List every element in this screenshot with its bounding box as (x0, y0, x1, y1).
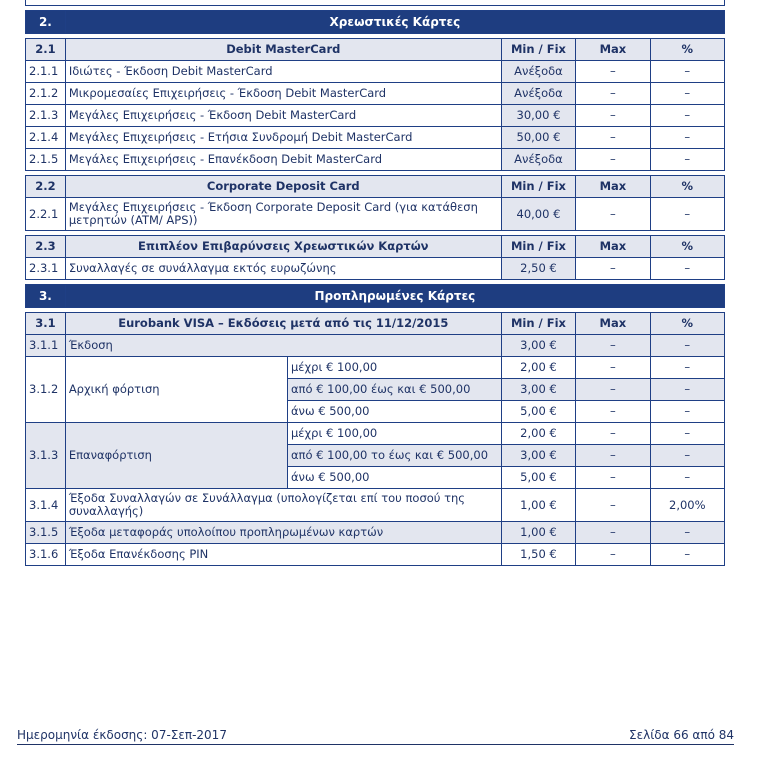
row-fix: 2,00 € (501, 423, 575, 445)
table-row (26, 105, 725, 127)
table-row (26, 83, 725, 105)
row-pct: – (650, 149, 724, 171)
row-description: Ιδιώτες - Έκδοση Debit MasterCard (65, 61, 501, 83)
row-pct: – (650, 522, 724, 544)
section-number: 3. (26, 285, 66, 308)
row-description: Μικρομεσαίες Επιχειρήσεις - Έκδοση Debit MasterCard (65, 83, 501, 105)
row-fix: 2,00 € (501, 357, 575, 379)
section-number: 2. (26, 11, 66, 34)
row-description: Επαναφόρτιση (65, 423, 287, 489)
row-pct: – (650, 544, 724, 566)
row-max: – (576, 258, 650, 280)
row-pct: – (650, 467, 724, 489)
row-max: – (576, 198, 650, 231)
section-header (26, 11, 725, 34)
header-pct: % (650, 236, 724, 258)
row-max: – (576, 423, 650, 445)
tier-range: από € 100,00 έως και € 500,00 (287, 379, 501, 401)
row-fix: 30,00 € (501, 105, 575, 127)
row-max: – (576, 467, 650, 489)
section-title: Χρεωστικές Κάρτες (65, 11, 724, 34)
row-max: – (576, 335, 650, 357)
subsection-number: 2.2 (26, 176, 66, 198)
section-3-table (25, 284, 725, 308)
row-fix: 1,00 € (501, 522, 575, 544)
header-max: Max (576, 236, 650, 258)
row-fix: 3,00 € (501, 335, 575, 357)
row-max: – (576, 357, 650, 379)
row-fix: 5,00 € (501, 401, 575, 423)
row-fix: 1,00 € (501, 489, 575, 522)
row-description: Μεγάλες Επιχειρήσεις - Ετήσια Συνδρομή Debit MasterCard (65, 127, 501, 149)
eurobank-visa-table (25, 312, 725, 566)
row-max: – (576, 149, 650, 171)
table-row (26, 357, 725, 379)
header-pct: % (650, 176, 724, 198)
row-description: Έξοδα Επανέκδοσης PIN (65, 544, 501, 566)
row-number: 2.1.2 (26, 83, 66, 105)
row-pct: – (650, 61, 724, 83)
row-number: 3.1.5 (26, 522, 66, 544)
subsection-title: Eurobank VISA – Εκδόσεις μετά από τις 11/12/2015 (65, 313, 501, 335)
row-max: – (576, 127, 650, 149)
row-max: – (576, 401, 650, 423)
fees-tables (25, 10, 725, 566)
row-pct: 2,00% (650, 489, 724, 522)
row-max: – (576, 83, 650, 105)
table-row (26, 423, 725, 445)
row-description: Αρχική φόρτιση (65, 357, 287, 423)
row-number: 2.1.5 (26, 149, 66, 171)
subsection-header (26, 236, 725, 258)
row-number: 2.1.4 (26, 127, 66, 149)
row-fix: 5,00 € (501, 467, 575, 489)
row-description: Μεγάλες Επιχειρήσεις - Έκδοση Debit MasterCard (65, 105, 501, 127)
row-number: 3.1.3 (26, 423, 66, 489)
issue-date: Ημερομηνία έκδοσης: 07-Σεπ-2017 (17, 728, 227, 742)
row-number: 3.1.6 (26, 544, 66, 566)
row-pct: – (650, 105, 724, 127)
row-pct: – (650, 258, 724, 280)
row-fix: 3,00 € (501, 379, 575, 401)
table-row (26, 127, 725, 149)
row-pct: – (650, 401, 724, 423)
row-pct: – (650, 357, 724, 379)
row-pct: – (650, 379, 724, 401)
row-number: 3.1.4 (26, 489, 66, 522)
subsection-number: 3.1 (26, 313, 66, 335)
tier-range: από € 100,00 το έως και € 500,00 (287, 445, 501, 467)
row-max: – (576, 544, 650, 566)
header-max: Max (576, 39, 650, 61)
subsection-title: Corporate Deposit Card (65, 176, 501, 198)
table-row (26, 198, 725, 231)
table-row (26, 522, 725, 544)
corporate-deposit-card-table (25, 175, 725, 231)
page-footer (17, 728, 734, 745)
subsection-title: Debit MasterCard (65, 39, 501, 61)
row-description: Έκδοση (65, 335, 501, 357)
row-number: 3.1.1 (26, 335, 66, 357)
section-title: Προπληρωμένες Κάρτες (65, 285, 724, 308)
table-row (26, 258, 725, 280)
header-fix: Min / Fix (501, 236, 575, 258)
row-max: – (576, 489, 650, 522)
row-pct: – (650, 423, 724, 445)
row-pct: – (650, 83, 724, 105)
row-pct: – (650, 127, 724, 149)
row-fix: 3,00 € (501, 445, 575, 467)
row-description: Συναλλαγές σε συνάλλαγμα εκτός ευρωζώνης (65, 258, 501, 280)
row-fix: 40,00 € (501, 198, 575, 231)
header-fix: Min / Fix (501, 176, 575, 198)
header-max: Max (576, 176, 650, 198)
row-max: – (576, 445, 650, 467)
row-number: 2.2.1 (26, 198, 66, 231)
row-max: – (576, 105, 650, 127)
subsection-number: 2.1 (26, 39, 66, 61)
subsection-header (26, 39, 725, 61)
row-number: 2.1.1 (26, 61, 66, 83)
subsection-header (26, 313, 725, 335)
row-pct: – (650, 335, 724, 357)
row-description: Μεγάλες Επιχειρήσεις - Έκδοση Corporate Deposit Card (για κατάθεση μετρητών (ATM/ APS)) (65, 198, 501, 231)
row-description: Έξοδα Συναλλαγών σε Συνάλλαγμα (υπολογίζεται επί του ποσού της συναλλαγής) (65, 489, 501, 522)
page-number: Σελίδα 66 από 84 (629, 728, 734, 742)
table-row (26, 335, 725, 357)
row-pct: – (650, 198, 724, 231)
subsection-header (26, 176, 725, 198)
row-number: 2.1.3 (26, 105, 66, 127)
row-fix: Ανέξοδα (501, 149, 575, 171)
subsection-title: Επιπλέον Επιβαρύνσεις Χρεωστικών Καρτών (65, 236, 501, 258)
row-fix: 50,00 € (501, 127, 575, 149)
row-fix: 2,50 € (501, 258, 575, 280)
debit-extra-charges-table (25, 235, 725, 280)
table-row (26, 61, 725, 83)
header-max: Max (576, 313, 650, 335)
row-description: Μεγάλες Επιχειρήσεις - Επανέκδοση Debit MasterCard (65, 149, 501, 171)
section-header (26, 285, 725, 308)
row-number: 3.1.2 (26, 357, 66, 423)
row-fix: Ανέξοδα (501, 61, 575, 83)
row-max: – (576, 61, 650, 83)
tier-range: μέχρι € 100,00 (287, 423, 501, 445)
header-fix: Min / Fix (501, 313, 575, 335)
debit-mastercard-table (25, 38, 725, 171)
header-pct: % (650, 39, 724, 61)
subsection-number: 2.3 (26, 236, 66, 258)
row-description: Έξοδα μεταφοράς υπολοίπου προπληρωμένων καρτών (65, 522, 501, 544)
header-fix: Min / Fix (501, 39, 575, 61)
tier-range: άνω € 500,00 (287, 401, 501, 423)
row-fix: 1,50 € (501, 544, 575, 566)
section-2-table (25, 10, 725, 34)
previous-table-fragment (25, 0, 725, 6)
table-row (26, 149, 725, 171)
table-row (26, 489, 725, 522)
tier-range: άνω € 500,00 (287, 467, 501, 489)
row-max: – (576, 522, 650, 544)
row-number: 2.3.1 (26, 258, 66, 280)
table-row (26, 544, 725, 566)
row-pct: – (650, 445, 724, 467)
header-pct: % (650, 313, 724, 335)
row-fix: Ανέξοδα (501, 83, 575, 105)
row-max: – (576, 379, 650, 401)
tier-range: μέχρι € 100,00 (287, 357, 501, 379)
